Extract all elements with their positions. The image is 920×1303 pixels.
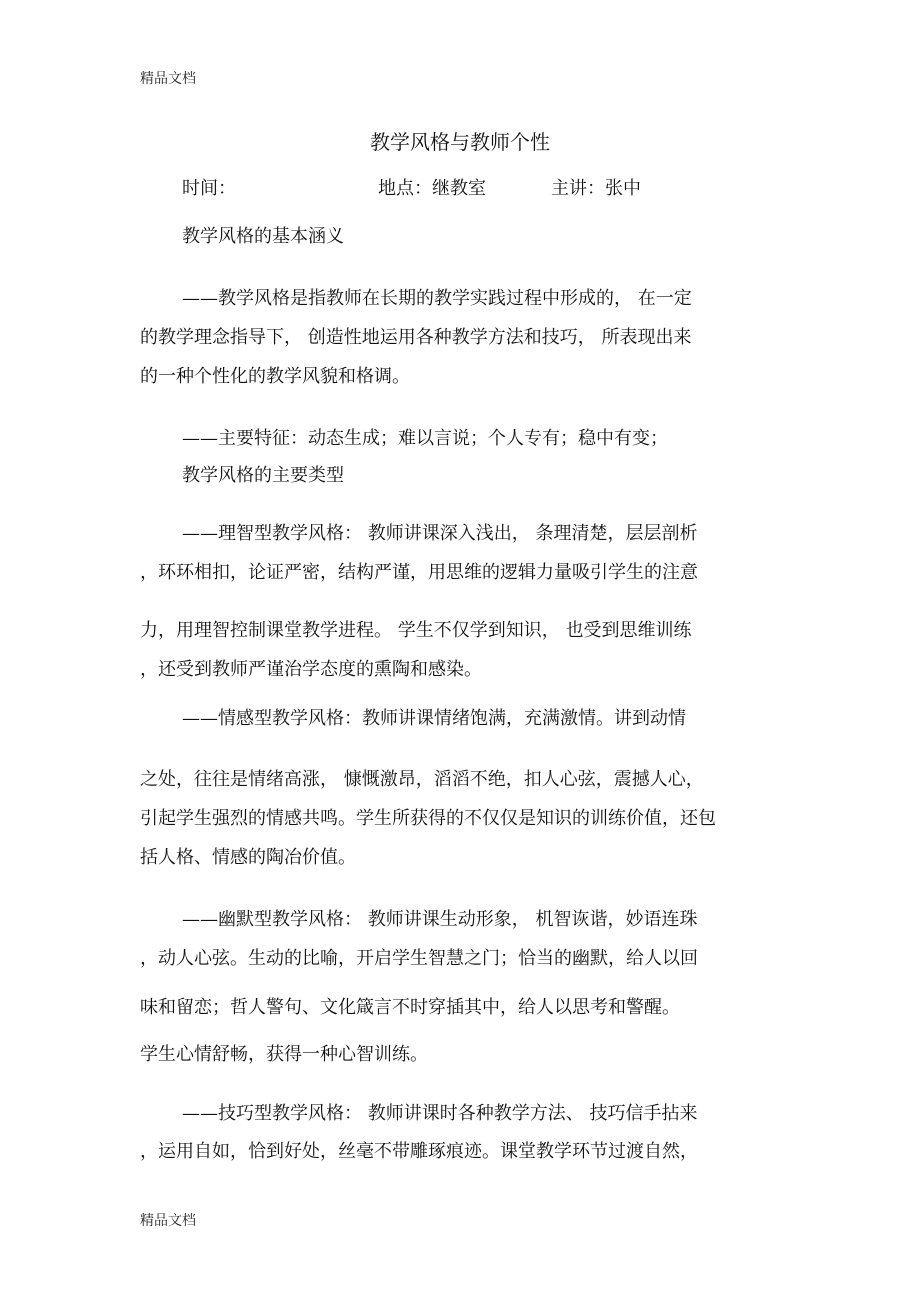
- body-line: 的一种个性化的教学风貌和格调。: [140, 366, 410, 387]
- body-line: ，动人心弦。生动的比喻，开启学生智慧之门；恰当的幽默，给人以回: [140, 948, 698, 969]
- page-header: 精品文档: [140, 71, 196, 87]
- body-line: ——技巧型教学风格： 教师讲课时各种教学方法、 技巧信手拈来: [182, 1103, 698, 1124]
- body-line: 引起学生强烈的情感共鸣。学生所获得的不仅仅是知识的训练价值，还包: [140, 808, 716, 829]
- body-line: ——情感型教学风格：教师讲课情绪饱满，充满激情。讲到动情: [182, 708, 686, 729]
- body-line: 味和留恋；哲人警句、文化箴言不时穿插其中，给人以思考和警醒。: [140, 997, 680, 1018]
- meta-place: 地点：继教室: [378, 178, 486, 199]
- body-line: ——教学风格是指教师在长期的教学实践过程中形成的， 在一定: [182, 288, 692, 309]
- body-line: ——幽默型教学风格： 教师讲课生动形象， 机智诙谐，妙语连珠: [182, 909, 698, 930]
- meta-time: 时间：: [182, 178, 236, 199]
- document-title: 教学风格与教师个性: [370, 130, 550, 154]
- body-line: ——理智型教学风格： 教师讲课深入浅出， 条理清楚，层层剖析: [182, 523, 698, 544]
- body-line: 力，用理智控制课堂教学进程。 学生不仅学到知识， 也受到思维训练: [140, 620, 692, 641]
- page-footer: 精品文档: [140, 1213, 196, 1229]
- body-line: 的教学理念指导下， 创造性地运用各种教学方法和技巧， 所表现出来: [140, 327, 692, 348]
- body-line: 括人格、情感的陶冶价值。: [140, 847, 356, 868]
- body-line: ——主要特征：动态生成；难以言说；个人专有；稳中有变；: [182, 428, 668, 449]
- meta-speaker: 主讲：张中: [551, 178, 641, 199]
- body-line: 学生心情舒畅，获得一种心智训练。: [140, 1044, 428, 1065]
- section-heading: 教学风格的基本涵义: [182, 226, 344, 247]
- body-line: ，运用自如，恰到好处，丝毫不带雕琢痕迹。课堂教学环节过渡自然，: [140, 1141, 698, 1162]
- section-heading: 教学风格的主要类型: [182, 465, 344, 486]
- body-line: ，还受到教师严谨治学态度的熏陶和感染。: [140, 659, 482, 680]
- body-line: ，环环相扣，论证严密，结构严谨，用思维的逻辑力量吸引学生的注意: [140, 562, 698, 583]
- body-line: 之处，往往是情绪高涨， 慷慨激昂，滔滔不绝，扣人心弦，震撼人心，: [140, 769, 704, 790]
